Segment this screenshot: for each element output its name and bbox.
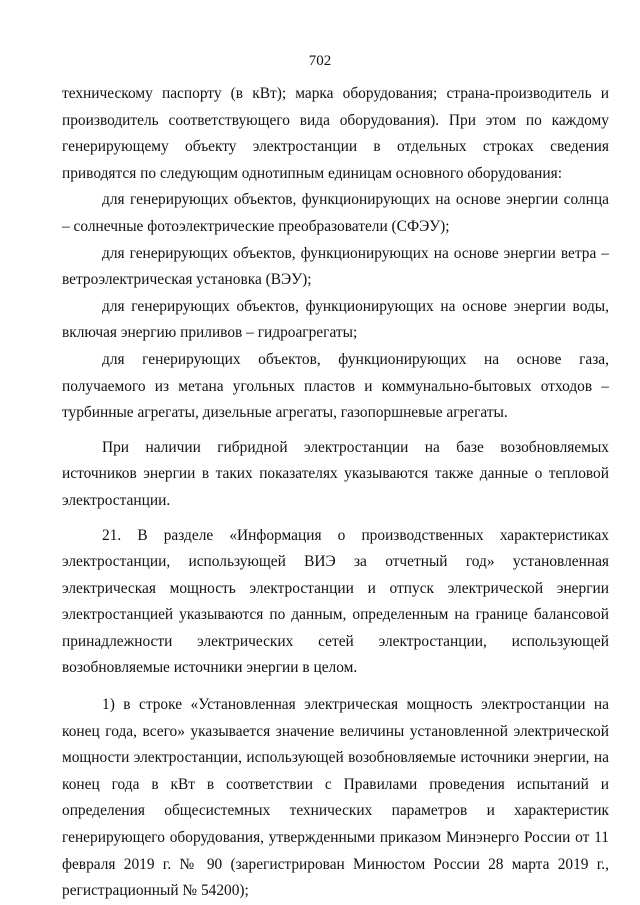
paragraph-solar: для генерирующих объектов, функционирующих на основе энергии солнца – солнечные фотоэлектрические преобразователи (СФЭУ); bbox=[62, 191, 609, 235]
paragraph-section-21: 21. В разделе «Информация о производственных характеристиках электростанции, использующей ВИЭ за отчетный год» установленная электрическая мощность электростанции и отпуск электрической энергии электростанцией указываются по данным, определенным на границе балансовой принадлежности электрических сетей электростанции, использующей возобновляемые источники энергии в целом. bbox=[62, 526, 609, 677]
paragraph-water: для генерирующих объектов, функционирующих на основе энергии воды, включая энергию приливов – гидроагрегаты; bbox=[62, 297, 609, 342]
paragraph-wind: для генерирующих объектов, функционирующих на основе энергии ветра – ветроэлектрическая установка (ВЭУ); bbox=[62, 244, 609, 289]
page-number: 702 bbox=[308, 53, 332, 69]
paragraph-equipment-data: техническому паспорту (в кВт); марка оборудования; страна-производитель и производитель соответствующего вида оборудования). При этом по каждому генерирующему объекту электростанции в отдельных строках сведения приводятся по следующим однотипным единицам основного оборудования: bbox=[62, 85, 609, 182]
paragraph-gas: для генерирующих объектов, функционирующих на основе газа, получаемого из метана угольных пластов и коммунально-бытовых отходов – турбинные агрегаты, дизельные агрегаты, газопоршневые агрегаты. bbox=[62, 350, 609, 422]
document-body bbox=[62, 81, 609, 905]
paragraph-item-1: 1) в строке «Установленная электрическая мощность электростанции на конец года, всего» указывается значение величины установленной электрической мощности электростанции, использующей возобновляемые источники энергии, на конец года в кВт в соответствии с Правилами проведения испытаний и определения общесистемных технических параметров и характеристик генерирующего оборудования, утвержденными приказом Минэнерго России от 11 февраля 2019 г. № 90 (зарегистрирован Минюстом России 28 марта 2019 г., регистрационный № 54200); bbox=[62, 696, 609, 900]
paragraph-hybrid: При наличии гибридной электростанции на базе возобновляемых источников энергии в таких показателях указываются также данные о тепловой электростанции. bbox=[62, 438, 609, 509]
